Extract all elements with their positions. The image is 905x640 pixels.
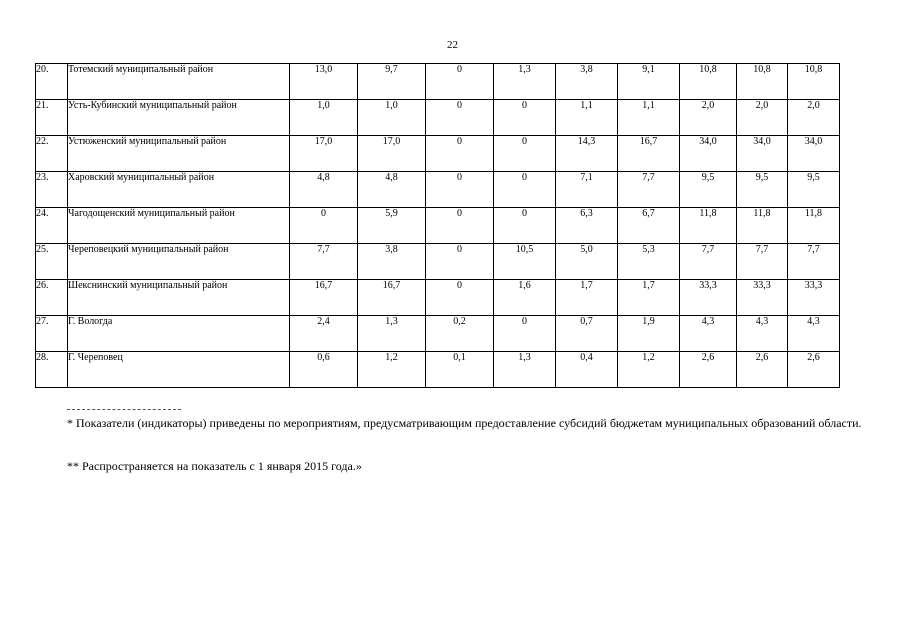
value-cell: 1,9 [618, 316, 680, 352]
value-cell: 16,7 [358, 280, 426, 316]
value-cell: 7,1 [556, 172, 618, 208]
value-cell: 1,7 [618, 280, 680, 316]
value-cell: 33,3 [680, 280, 737, 316]
row-number: 20. [36, 64, 68, 100]
district-name: Чагодощенский муниципальный район [68, 208, 290, 244]
value-cell: 34,0 [788, 136, 840, 172]
value-cell: 4,8 [358, 172, 426, 208]
value-cell: 0 [494, 172, 556, 208]
value-cell: 17,0 [290, 136, 358, 172]
value-cell: 0 [426, 100, 494, 136]
value-cell: 0 [494, 316, 556, 352]
value-cell: 0,6 [290, 352, 358, 388]
value-cell: 7,7 [788, 244, 840, 280]
value-cell: 5,0 [556, 244, 618, 280]
value-cell: 9,7 [358, 64, 426, 100]
value-cell: 1,7 [556, 280, 618, 316]
district-name: Шекснинский муниципальный район [68, 280, 290, 316]
value-cell: 0 [426, 280, 494, 316]
value-cell: 13,0 [290, 64, 358, 100]
value-cell: 1,3 [494, 64, 556, 100]
value-cell: 2,4 [290, 316, 358, 352]
value-cell: 33,3 [737, 280, 788, 316]
value-cell: 17,0 [358, 136, 426, 172]
value-cell: 0,4 [556, 352, 618, 388]
district-name: Устюженский муниципальный район [68, 136, 290, 172]
footnote-2: ** Распространяется на показатель с 1 января 2015 года.» [67, 459, 362, 473]
value-cell: 2,0 [788, 100, 840, 136]
district-name: Тотемский муниципальный район [68, 64, 290, 100]
value-cell: 0,1 [426, 352, 494, 388]
value-cell: 9,5 [788, 172, 840, 208]
indicator-table [35, 63, 840, 388]
row-number: 22. [36, 136, 68, 172]
value-cell: 1,2 [358, 352, 426, 388]
row-number: 24. [36, 208, 68, 244]
row-number: 21. [36, 100, 68, 136]
value-cell: 0 [426, 208, 494, 244]
table-row [36, 316, 840, 352]
footnote-separator [67, 409, 181, 410]
value-cell: 34,0 [737, 136, 788, 172]
value-cell: 4,3 [788, 316, 840, 352]
value-cell: 1,2 [618, 352, 680, 388]
value-cell: 9,5 [680, 172, 737, 208]
value-cell: 2,0 [737, 100, 788, 136]
row-number: 28. [36, 352, 68, 388]
value-cell: 0 [426, 64, 494, 100]
value-cell: 1,0 [290, 100, 358, 136]
value-cell: 3,8 [358, 244, 426, 280]
district-name: Череповецкий муниципальный район [68, 244, 290, 280]
table-row [36, 244, 840, 280]
value-cell: 4,8 [290, 172, 358, 208]
table-row [36, 280, 840, 316]
table-row [36, 136, 840, 172]
value-cell: 0 [426, 244, 494, 280]
row-number: 23. [36, 172, 68, 208]
value-cell: 7,7 [290, 244, 358, 280]
value-cell: 10,8 [737, 64, 788, 100]
value-cell: 1,6 [494, 280, 556, 316]
row-number: 25. [36, 244, 68, 280]
row-number: 27. [36, 316, 68, 352]
value-cell: 4,3 [680, 316, 737, 352]
value-cell: 0 [290, 208, 358, 244]
value-cell: 2,6 [737, 352, 788, 388]
district-name: Г. Вологда [68, 316, 290, 352]
district-name: Г. Череповец [68, 352, 290, 388]
table-row [36, 172, 840, 208]
page-number: 22 [447, 39, 458, 51]
value-cell: 0 [426, 136, 494, 172]
value-cell: 1,3 [494, 352, 556, 388]
table-row [36, 100, 840, 136]
row-number: 26. [36, 280, 68, 316]
value-cell: 7,7 [680, 244, 737, 280]
value-cell: 0 [494, 136, 556, 172]
value-cell: 7,7 [737, 244, 788, 280]
value-cell: 0 [494, 208, 556, 244]
value-cell: 1,1 [556, 100, 618, 136]
value-cell: 11,8 [788, 208, 840, 244]
value-cell: 1,3 [358, 316, 426, 352]
value-cell: 0,7 [556, 316, 618, 352]
value-cell: 2,6 [788, 352, 840, 388]
value-cell: 0 [494, 100, 556, 136]
value-cell: 9,1 [618, 64, 680, 100]
district-name: Усть-Кубинский муниципальный район [68, 100, 290, 136]
value-cell: 14,3 [556, 136, 618, 172]
value-cell: 5,9 [358, 208, 426, 244]
value-cell: 6,7 [618, 208, 680, 244]
value-cell: 0 [426, 172, 494, 208]
value-cell: 5,3 [618, 244, 680, 280]
value-cell: 16,7 [618, 136, 680, 172]
value-cell: 11,8 [680, 208, 737, 244]
value-cell: 16,7 [290, 280, 358, 316]
value-cell: 4,3 [737, 316, 788, 352]
value-cell: 3,8 [556, 64, 618, 100]
value-cell: 7,7 [618, 172, 680, 208]
value-cell: 6,3 [556, 208, 618, 244]
value-cell: 2,6 [680, 352, 737, 388]
value-cell: 11,8 [737, 208, 788, 244]
value-cell: 0,2 [426, 316, 494, 352]
table-row [36, 208, 840, 244]
value-cell: 1,1 [618, 100, 680, 136]
table-row [36, 352, 840, 388]
footnote-1: * Показатели (индикаторы) приведены по мероприятиям, предусматривающим предоставление субсидий бюджетам муниципальных образований области. [67, 416, 862, 430]
value-cell: 10,5 [494, 244, 556, 280]
value-cell: 2,0 [680, 100, 737, 136]
value-cell: 10,8 [680, 64, 737, 100]
value-cell: 34,0 [680, 136, 737, 172]
value-cell: 1,0 [358, 100, 426, 136]
district-name: Харовский муниципальный район [68, 172, 290, 208]
value-cell: 9,5 [737, 172, 788, 208]
table-row [36, 64, 840, 100]
value-cell: 33,3 [788, 280, 840, 316]
value-cell: 10,8 [788, 64, 840, 100]
